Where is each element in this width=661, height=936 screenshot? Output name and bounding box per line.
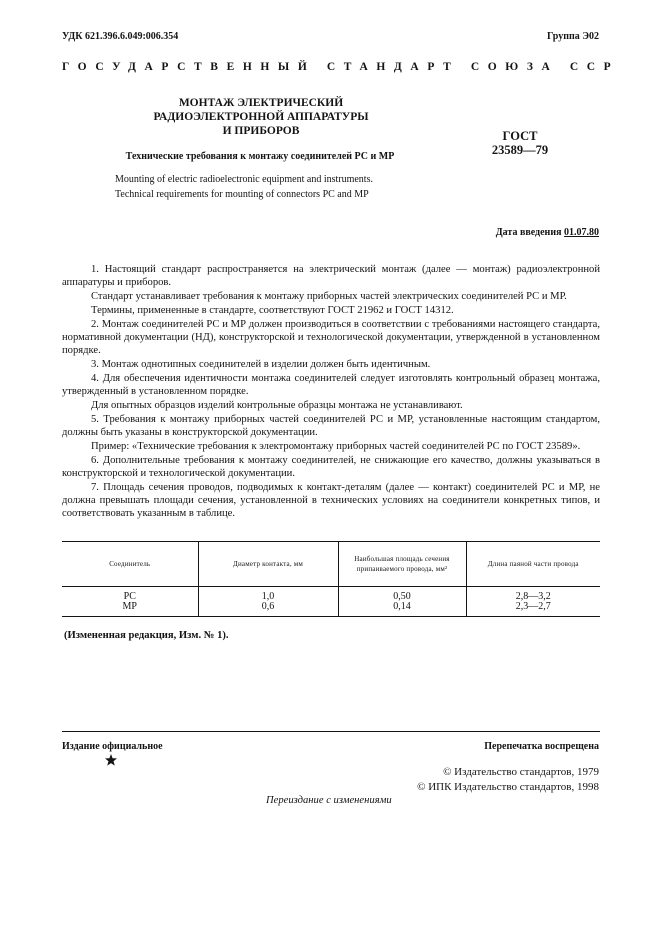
- publisher-copyright-1979: © Издательство стандартов, 1979: [443, 766, 599, 778]
- introduction-date: [496, 227, 599, 238]
- state-standard-heading: ГОСУДАРСТВЕННЫЙ СТАНДАРТ СОЮЗА ССР: [62, 61, 620, 73]
- english-title: [115, 173, 435, 202]
- reissue-note: Переиздание с изменениями: [266, 795, 392, 806]
- table-row: [62, 587, 600, 603]
- paragraph: 4. Для обеспечения идентичности монтажа соединителей следует изготовлять контрольный образец монтажа, утвержденный в установленном порядке.: [62, 373, 600, 397]
- table-cell: 0,6: [198, 602, 338, 617]
- introduction-date-label: Дата введения: [495, 227, 562, 238]
- paragraph: Термины, примененные в стандарте, соответствуют ГОСТ 21962 и ГОСТ 14312.: [91, 305, 454, 316]
- table-row: [62, 602, 600, 617]
- document-title: [130, 96, 392, 138]
- document-subtitle: Технические требования к монтажу соединителей РС и МР: [125, 151, 395, 162]
- footer-divider: [62, 731, 600, 732]
- document-body: [62, 263, 600, 521]
- table-header-soldered-length: Длина паяной части провода: [466, 542, 600, 587]
- gost-label: ГОСТ: [502, 129, 538, 143]
- english-title-line-1: Mounting of electric radioelectronic equipment and instruments.: [115, 174, 373, 185]
- table-cell: 0,50: [338, 587, 466, 603]
- paragraph: Стандарт устанавливает требования к монтажу приборных частей электрических соединителей РС и МР.: [91, 291, 567, 302]
- reprint-prohibited-label: Перепечатка воспрещена: [484, 741, 599, 752]
- paragraph: 6. Дополнительные требования к монтажу соединителей, не снижающие его качество, должны указываться в конструкторской и технологической документации.: [62, 455, 600, 479]
- table-header-contact-diameter: Диаметр контакта, мм: [198, 542, 338, 587]
- paragraph: 2. Монтаж соединителей РС и МР должен производиться в соответствии с требованиями настоящего стандарта, нормативной документации (НД), конструкторской и технологической документации, утвержденной в установленном порядке.: [62, 319, 600, 356]
- gost-designation: [470, 129, 570, 157]
- official-edition-label: Издание официальное: [62, 741, 163, 752]
- paragraph: 5. Требования к монтажу приборных частей соединителей РС и МР, установленные настоящим стандартом, должны быть указаны в конструкторской документации.: [62, 414, 600, 438]
- title-line-3: И ПРИБОРОВ: [222, 125, 300, 137]
- table-cell: 2,8—3,2: [466, 587, 600, 603]
- paragraph: 7. Площадь сечения проводов, подводимых к контакт-деталям (далее — контакт) соединителей РС и МР, не должна превышать площади сечения, установленной в технических условиях на соединители конкретных типов, и соответствовать указанным в таблице.: [62, 482, 600, 519]
- introduction-date-value: 01.07.80: [564, 227, 599, 238]
- paragraph: 3. Монтаж однотипных соединителей в изделии должен быть идентичным.: [91, 359, 431, 370]
- table-header-wire-area: Наибольшая площадь сечения припаиваемого провода, мм²: [338, 542, 466, 587]
- table-header-row: [62, 542, 600, 587]
- english-title-line-2: Technical requirements for mounting of connectors PC and MP: [115, 188, 369, 200]
- paragraph: Для опытных образцов изделий контрольные образцы монтажа не устанавливают.: [91, 400, 463, 411]
- gost-number: 23589—79: [491, 143, 549, 157]
- title-line-1: МОНТАЖ ЭЛЕКТРИЧЕСКИЙ: [178, 97, 344, 109]
- paragraph: Пример: «Технические требования к электромонтажу приборных частей соединителей РС по ГОСТ 23589».: [91, 441, 581, 452]
- table-cell: 0,14: [338, 602, 466, 617]
- publisher-copyright-1998: © ИПК Издательство стандартов, 1998: [417, 781, 599, 793]
- title-line-2: РАДИОЭЛЕКТРОННОЙ АППАРАТУРЫ: [153, 111, 369, 123]
- connector-requirements-table: [62, 541, 600, 617]
- udk-code: УДК 621.396.6.049:006.354: [62, 31, 179, 42]
- table-cell: 2,3—2,7: [466, 602, 600, 617]
- table-cell: МР: [62, 602, 198, 617]
- table-cell: РС: [123, 591, 136, 602]
- group-code: Группа Э02: [547, 31, 599, 42]
- table-header-connector: Соединитель: [62, 542, 198, 587]
- changed-edition-note: (Измененная редакция, Изм. № 1).: [64, 630, 229, 641]
- star-icon: [104, 753, 118, 767]
- table-cell: 1,0: [198, 587, 338, 603]
- paragraph: 1. Настоящий стандарт распространяется на электрический монтаж (далее — монтаж) радиоэлектронной аппаратуры и приборов.: [62, 264, 600, 288]
